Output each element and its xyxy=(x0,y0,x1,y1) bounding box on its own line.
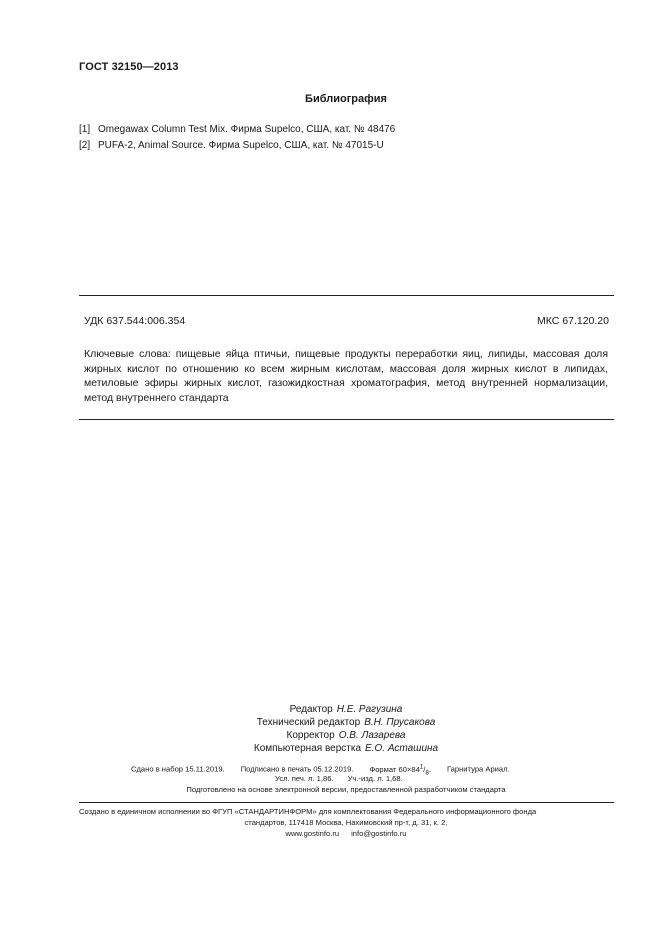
format-prefix: Формат 60×84 xyxy=(369,764,420,774)
format-numerator: 1 xyxy=(419,764,424,770)
keywords-paragraph: Ключевые слова: пищевые яйца птичьи, пищевые продукты переработки яиц, липиды, массовая доля жирных кислот по отношению ко всем жирным кислотам, массовая доля жирных кислот в липидах, метиловые эфиры жирных кислот, газожидкостная хроматография, метод внутренней нормализации, метод внутреннего стандарта xyxy=(84,348,608,404)
credit-corrector xyxy=(0,729,661,742)
format-info: Формат $60\times 84^1/_8$. xyxy=(369,764,431,777)
bibliography-item-text: PUFA-2, Animal Source. Фирма Supelco, США, кат. № 47015-U xyxy=(98,140,384,151)
mks-code: МКС 67.120.20 xyxy=(537,315,609,327)
credit-layout xyxy=(0,742,661,755)
top-divider xyxy=(79,295,614,296)
print-sheets: Усл. печ. л. 1,86. xyxy=(275,774,334,783)
format-suffix: . xyxy=(428,764,431,774)
created-line-1: Создано в единичном исполнении во ФГУП «СТАНДАРТИНФОРМ» для комплектования Федерального информационного фонда xyxy=(79,807,537,816)
contacts-line xyxy=(0,829,661,838)
credit-role: Редактор xyxy=(289,704,333,715)
created-line-2: стандартов, 117418 Москва, Нахимовский пр-т, д. 31, к. 2. xyxy=(244,818,448,827)
credit-name: О.В. Лазарева xyxy=(338,730,406,741)
sheets-line xyxy=(275,774,403,783)
udk-code: УДК 637.544:006.354 xyxy=(84,315,186,327)
bibliography-item-number: [2] xyxy=(79,140,91,151)
credits-block xyxy=(0,703,661,755)
bottom-divider xyxy=(79,419,614,420)
format-denominator: 8 xyxy=(425,769,429,777)
set-date: Сдано в набор 15.11.2019. xyxy=(131,764,225,774)
bibliography-item-text: Omegawax Column Test Mix. Фирма Supelco, США, кат. № 48476 xyxy=(98,124,396,135)
credit-role: Компьютерная верстка xyxy=(253,743,362,754)
bibliography-item xyxy=(79,124,395,135)
bibliography-item xyxy=(79,140,384,151)
print-date: Подписано в печать 05.12.2019. xyxy=(240,764,354,774)
pub-sheets: Уч.-изд. л. 1,68. xyxy=(347,774,403,783)
credit-tech-editor xyxy=(0,716,661,729)
credit-role: Корректор xyxy=(286,730,335,741)
credit-editor xyxy=(0,703,661,716)
credit-name: В.Н. Прусакова xyxy=(364,717,436,728)
credit-name: Е.О. Асташина xyxy=(365,743,439,754)
typeface: Гарнитура Ариал. xyxy=(446,764,510,774)
credit-name: Н.Е. Рагузина xyxy=(336,704,403,715)
footer-divider xyxy=(79,802,614,803)
bibliography-title: Библиография xyxy=(305,93,387,105)
website-link[interactable]: www.gostinfo.ru xyxy=(285,829,340,838)
credit-role: Технический редактор xyxy=(256,717,361,728)
bibliography-item-number: [1] xyxy=(79,124,91,135)
email-link[interactable]: info@gostinfo.ru xyxy=(351,829,407,838)
prepared-line: Подготовлено на основе электронной версии, предоставленной разработчиком стандарта xyxy=(186,785,506,794)
standard-number: ГОСТ 32150—2013 xyxy=(79,61,179,73)
